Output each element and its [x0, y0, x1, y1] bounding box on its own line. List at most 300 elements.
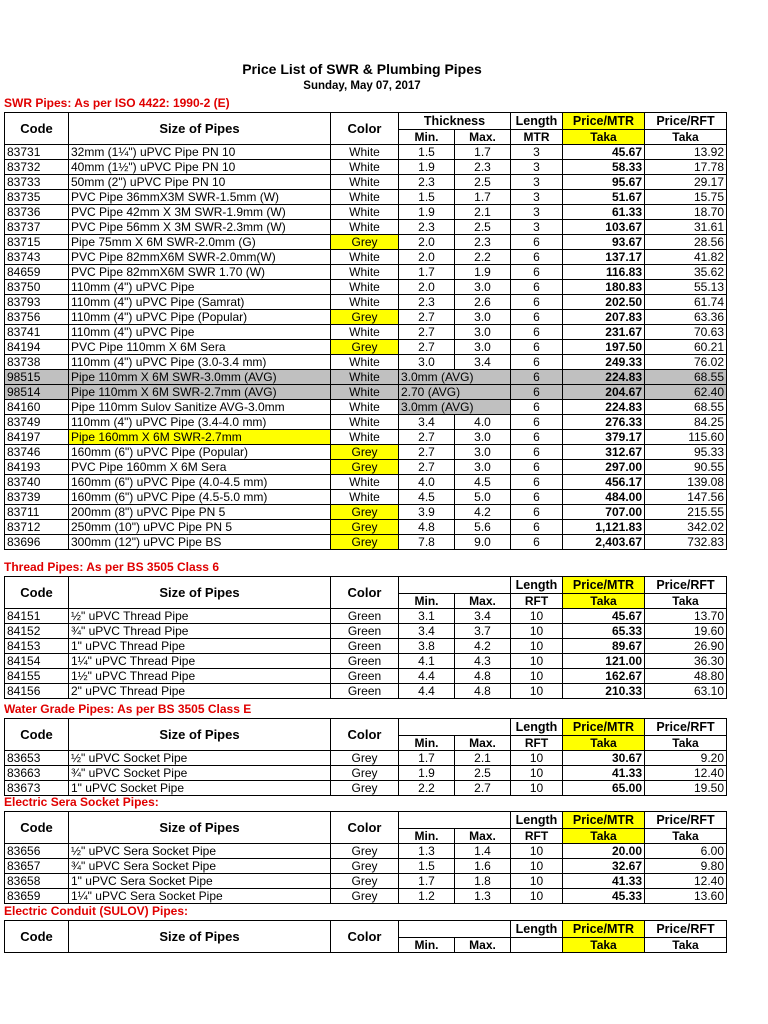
cell-max: 4.2 — [455, 505, 511, 520]
cell-max: 3.4 — [455, 355, 511, 370]
cell-color: Green — [331, 669, 399, 684]
table-row — [5, 310, 727, 325]
cell-length: 3 — [511, 220, 563, 235]
cell-price-mtr: 2,403.67 — [563, 535, 645, 550]
cell-size: Pipe 110mm Sulov Sanitize AVG-3.0mm — [69, 400, 331, 415]
cell-price-rft: 90.55 — [645, 460, 727, 475]
cell-color: Green — [331, 684, 399, 699]
cell-length: 10 — [511, 639, 563, 654]
cell-color: Grey — [331, 505, 399, 520]
cell-max: 3.0 — [455, 280, 511, 295]
cell-color: White — [331, 385, 399, 400]
table-row — [5, 415, 727, 430]
cell-length: 10 — [511, 609, 563, 624]
cell-length: 6 — [511, 370, 563, 385]
table-row — [5, 520, 727, 535]
cell-price-mtr: 65.33 — [563, 624, 645, 639]
cell-max: 1.4 — [455, 844, 511, 859]
header-color: Color — [331, 719, 399, 751]
cell-size: 1" uPVC Socket Pipe — [69, 781, 331, 796]
cell-color: Grey — [331, 889, 399, 904]
cell-max: 1.8 — [455, 874, 511, 889]
cell-color: Grey — [331, 520, 399, 535]
cell-price-mtr: 197.50 — [563, 340, 645, 355]
cell-price-rft: 62.40 — [645, 385, 727, 400]
cell-min: 2.7 — [399, 340, 455, 355]
cell-size: 250mm (10") uPVC Pipe PN 5 — [69, 520, 331, 535]
cell-max: 2.1 — [455, 205, 511, 220]
cell-size: 110mm (4") uPVC Pipe — [69, 325, 331, 340]
cell-max: 1.3 — [455, 889, 511, 904]
header-color: Color — [331, 812, 399, 844]
header-length: Length — [511, 113, 563, 130]
cell-min: 3.9 — [399, 505, 455, 520]
cell-price-rft: 12.40 — [645, 874, 727, 889]
cell-max: 3.0 — [455, 340, 511, 355]
cell-length: 3 — [511, 190, 563, 205]
cell-price-rft: 342.02 — [645, 520, 727, 535]
cell-max: 2.7 — [455, 781, 511, 796]
cell-color: Grey — [331, 766, 399, 781]
header-price-mtr: Price/MTR — [563, 577, 645, 594]
cell-color: White — [331, 490, 399, 505]
cell-code: 83741 — [5, 325, 69, 340]
cell-color: White — [331, 265, 399, 280]
cell-price-rft: 31.61 — [645, 220, 727, 235]
cell-color: Grey — [331, 859, 399, 874]
cell-min: 1.9 — [399, 205, 455, 220]
cell-price-mtr: 45.33 — [563, 889, 645, 904]
price-table — [4, 811, 727, 904]
cell-thickness-avg: 2.70 (AVG) — [399, 385, 511, 400]
cell-min: 2.7 — [399, 460, 455, 475]
header-code: Code — [5, 113, 69, 145]
table-row — [5, 654, 727, 669]
cell-length: 6 — [511, 250, 563, 265]
cell-price-mtr: 1,121.83 — [563, 520, 645, 535]
cell-size: 1" uPVC Sera Socket Pipe — [69, 874, 331, 889]
cell-length: 10 — [511, 624, 563, 639]
cell-color: White — [331, 220, 399, 235]
table-row — [5, 190, 727, 205]
cell-color: Grey — [331, 844, 399, 859]
cell-max: 4.8 — [455, 669, 511, 684]
cell-max: 5.6 — [455, 520, 511, 535]
cell-size: Pipe 160mm X 6M SWR-2.7mm — [69, 430, 331, 445]
cell-color: White — [331, 355, 399, 370]
cell-price-mtr: 276.33 — [563, 415, 645, 430]
cell-price-rft: 48.80 — [645, 669, 727, 684]
cell-price-rft: 12.40 — [645, 766, 727, 781]
cell-max: 3.4 — [455, 609, 511, 624]
cell-max: 4.2 — [455, 639, 511, 654]
cell-length: 6 — [511, 235, 563, 250]
cell-code: 83656 — [5, 844, 69, 859]
cell-code: 98515 — [5, 370, 69, 385]
cell-color: White — [331, 175, 399, 190]
cell-code: 83663 — [5, 766, 69, 781]
cell-length: 6 — [511, 490, 563, 505]
header-min: Min. — [399, 130, 455, 145]
cell-color: White — [331, 295, 399, 310]
cell-price-mtr: 484.00 — [563, 490, 645, 505]
header-max: Max. — [455, 938, 511, 953]
cell-length: 3 — [511, 160, 563, 175]
cell-code: 83746 — [5, 445, 69, 460]
cell-length: 6 — [511, 505, 563, 520]
header-min: Min. — [399, 736, 455, 751]
cell-max: 3.0 — [455, 310, 511, 325]
cell-price-rft: 63.10 — [645, 684, 727, 699]
cell-price-mtr: 20.00 — [563, 844, 645, 859]
cell-min: 3.8 — [399, 639, 455, 654]
cell-size: 1¼" uPVC Thread Pipe — [69, 654, 331, 669]
table-row — [5, 430, 727, 445]
cell-code: 98514 — [5, 385, 69, 400]
table-row — [5, 475, 727, 490]
table-row — [5, 355, 727, 370]
cell-price-rft: 15.75 — [645, 190, 727, 205]
header-taka-rft: Taka — [645, 736, 727, 751]
cell-code: 83756 — [5, 310, 69, 325]
header-length: Length — [511, 577, 563, 594]
header-max: Max. — [455, 736, 511, 751]
header-size: Size of Pipes — [69, 719, 331, 751]
cell-size: ½" uPVC Thread Pipe — [69, 609, 331, 624]
header-size: Size of Pipes — [69, 577, 331, 609]
header-min: Min. — [399, 829, 455, 844]
cell-code: 83739 — [5, 490, 69, 505]
cell-code: 83749 — [5, 415, 69, 430]
cell-color: White — [331, 430, 399, 445]
cell-color: Grey — [331, 460, 399, 475]
cell-min: 2.2 — [399, 781, 455, 796]
cell-price-mtr: 41.33 — [563, 874, 645, 889]
cell-length: 10 — [511, 859, 563, 874]
table-row — [5, 385, 727, 400]
cell-price-mtr: 93.67 — [563, 235, 645, 250]
header-price-rft: Price/RFT — [645, 921, 727, 938]
cell-price-mtr: 210.33 — [563, 684, 645, 699]
cell-code: 83711 — [5, 505, 69, 520]
header-size: Size of Pipes — [69, 812, 331, 844]
cell-min: 3.0 — [399, 355, 455, 370]
cell-max: 2.1 — [455, 751, 511, 766]
cell-min: 1.7 — [399, 265, 455, 280]
table-row — [5, 505, 727, 520]
cell-size: 160mm (6") uPVC Pipe (Popular) — [69, 445, 331, 460]
header-price-rft: Price/RFT — [645, 577, 727, 594]
cell-thickness-avg: 3.0mm (AVG) — [399, 400, 511, 415]
cell-price-mtr: 162.67 — [563, 669, 645, 684]
cell-price-rft: 19.60 — [645, 624, 727, 639]
cell-size: Pipe 75mm X 6M SWR-2.0mm (G) — [69, 235, 331, 250]
cell-code: 83736 — [5, 205, 69, 220]
cell-size: PVC Pipe 56mm X 3M SWR-2.3mm (W) — [69, 220, 331, 235]
cell-min: 1.7 — [399, 874, 455, 889]
price-table — [4, 920, 727, 953]
cell-max: 3.7 — [455, 624, 511, 639]
table-row — [5, 609, 727, 624]
cell-price-mtr: 41.33 — [563, 766, 645, 781]
header-price-rft: Price/RFT — [645, 812, 727, 829]
cell-size: 50mm (2") uPVC Pipe PN 10 — [69, 175, 331, 190]
cell-size: ¾" uPVC Sera Socket Pipe — [69, 859, 331, 874]
cell-max: 2.3 — [455, 160, 511, 175]
cell-max: 4.5 — [455, 475, 511, 490]
cell-min: 2.3 — [399, 295, 455, 310]
cell-max: 4.3 — [455, 654, 511, 669]
cell-price-rft: 35.62 — [645, 265, 727, 280]
cell-code: 84151 — [5, 609, 69, 624]
cell-max: 3.0 — [455, 460, 511, 475]
header-price-mtr: Price/MTR — [563, 719, 645, 736]
header-thickness-blank — [399, 921, 511, 938]
cell-price-rft: 60.21 — [645, 340, 727, 355]
cell-price-rft: 13.92 — [645, 145, 727, 160]
cell-length: 6 — [511, 310, 563, 325]
cell-min: 1.5 — [399, 145, 455, 160]
cell-code: 83740 — [5, 475, 69, 490]
cell-price-mtr: 224.83 — [563, 400, 645, 415]
cell-min: 3.4 — [399, 624, 455, 639]
table-row — [5, 400, 727, 415]
cell-code: 83658 — [5, 874, 69, 889]
table-row — [5, 205, 727, 220]
cell-size: 40mm (1½") uPVC Pipe PN 10 — [69, 160, 331, 175]
cell-code: 84153 — [5, 639, 69, 654]
cell-price-rft: 41.82 — [645, 250, 727, 265]
cell-length: 6 — [511, 325, 563, 340]
header-min: Min. — [399, 938, 455, 953]
cell-size: PVC Pipe 42mm X 3M SWR-1.9mm (W) — [69, 205, 331, 220]
cell-color: Green — [331, 609, 399, 624]
cell-max: 5.0 — [455, 490, 511, 505]
header-max: Max. — [455, 130, 511, 145]
header-price-rft: Price/RFT — [645, 719, 727, 736]
cell-price-rft: 115.60 — [645, 430, 727, 445]
header-thickness-blank — [399, 719, 511, 736]
cell-max: 3.0 — [455, 445, 511, 460]
cell-price-mtr: 456.17 — [563, 475, 645, 490]
header-taka-rft: Taka — [645, 130, 727, 145]
cell-length: 6 — [511, 430, 563, 445]
cell-max: 1.9 — [455, 265, 511, 280]
cell-min: 3.1 — [399, 609, 455, 624]
header-taka-mtr: Taka — [563, 130, 645, 145]
cell-length: 3 — [511, 205, 563, 220]
cell-price-mtr: 89.67 — [563, 639, 645, 654]
cell-price-rft: 17.78 — [645, 160, 727, 175]
cell-price-rft: 29.17 — [645, 175, 727, 190]
cell-price-rft: 9.20 — [645, 751, 727, 766]
cell-price-mtr: 30.67 — [563, 751, 645, 766]
table-row — [5, 669, 727, 684]
table-row — [5, 445, 727, 460]
cell-size: 160mm (6") uPVC Pipe (4.5-5.0 mm) — [69, 490, 331, 505]
header-size: Size of Pipes — [69, 113, 331, 145]
cell-code: 83659 — [5, 889, 69, 904]
cell-size: PVC Pipe 160mm X 6M Sera — [69, 460, 331, 475]
cell-color: Grey — [331, 535, 399, 550]
cell-min: 1.5 — [399, 859, 455, 874]
cell-price-rft: 95.33 — [645, 445, 727, 460]
cell-price-rft: 68.55 — [645, 370, 727, 385]
header-color: Color — [331, 577, 399, 609]
cell-size: 200mm (8") uPVC Pipe PN 5 — [69, 505, 331, 520]
table-row — [5, 325, 727, 340]
cell-price-mtr: 45.67 — [563, 145, 645, 160]
cell-min: 1.3 — [399, 844, 455, 859]
header-min: Min. — [399, 594, 455, 609]
cell-length: 6 — [511, 265, 563, 280]
cell-code: 84152 — [5, 624, 69, 639]
cell-length: 10 — [511, 684, 563, 699]
cell-color: White — [331, 190, 399, 205]
table-row — [5, 295, 727, 310]
cell-size: 1" uPVC Thread Pipe — [69, 639, 331, 654]
table-row — [5, 145, 727, 160]
cell-min: 2.3 — [399, 220, 455, 235]
cell-max: 3.0 — [455, 325, 511, 340]
cell-size: ¾" uPVC Thread Pipe — [69, 624, 331, 639]
cell-min: 1.9 — [399, 160, 455, 175]
cell-price-mtr: 58.33 — [563, 160, 645, 175]
cell-color: White — [331, 205, 399, 220]
header-length-unit: RFT — [511, 829, 563, 844]
header-price-mtr: Price/MTR — [563, 113, 645, 130]
cell-size: 32mm (1¼") uPVC Pipe PN 10 — [69, 145, 331, 160]
header-max: Max. — [455, 594, 511, 609]
header-length-unit: MTR — [511, 130, 563, 145]
cell-max: 1.6 — [455, 859, 511, 874]
cell-price-rft: 63.36 — [645, 310, 727, 325]
cell-size: 110mm (4") uPVC Pipe (Samrat) — [69, 295, 331, 310]
cell-max: 2.3 — [455, 235, 511, 250]
cell-code: 83743 — [5, 250, 69, 265]
table-row — [5, 340, 727, 355]
cell-max: 3.0 — [455, 430, 511, 445]
cell-code: 83732 — [5, 160, 69, 175]
table-row — [5, 751, 727, 766]
cell-code: 83673 — [5, 781, 69, 796]
cell-size: ¾" uPVC Socket Pipe — [69, 766, 331, 781]
cell-length: 6 — [511, 535, 563, 550]
table-row — [5, 235, 727, 250]
header-price-rft: Price/RFT — [645, 113, 727, 130]
cell-code: 83731 — [5, 145, 69, 160]
cell-color: Grey — [331, 340, 399, 355]
cell-price-rft: 70.63 — [645, 325, 727, 340]
header-price-mtr: Price/MTR — [563, 921, 645, 938]
cell-length: 6 — [511, 520, 563, 535]
cell-size: ½" uPVC Sera Socket Pipe — [69, 844, 331, 859]
cell-min: 1.5 — [399, 190, 455, 205]
cell-color: White — [331, 370, 399, 385]
header-color: Color — [331, 113, 399, 145]
header-price-mtr: Price/MTR — [563, 812, 645, 829]
table-row — [5, 370, 727, 385]
header-length-unit — [511, 938, 563, 953]
cell-min: 2.7 — [399, 430, 455, 445]
cell-min: 4.1 — [399, 654, 455, 669]
cell-price-mtr: 180.83 — [563, 280, 645, 295]
cell-price-rft: 732.83 — [645, 535, 727, 550]
cell-size: Pipe 110mm X 6M SWR-2.7mm (AVG) — [69, 385, 331, 400]
cell-price-mtr: 249.33 — [563, 355, 645, 370]
cell-price-mtr: 231.67 — [563, 325, 645, 340]
table-row — [5, 535, 727, 550]
table-row — [5, 220, 727, 235]
cell-length: 10 — [511, 751, 563, 766]
cell-price-mtr: 116.83 — [563, 265, 645, 280]
cell-code: 83793 — [5, 295, 69, 310]
cell-code: 84194 — [5, 340, 69, 355]
section-label: Thread Pipes: As per BS 3505 Class 6 — [4, 560, 219, 574]
cell-color: Grey — [331, 751, 399, 766]
cell-size: 2" uPVC Thread Pipe — [69, 684, 331, 699]
cell-code: 84156 — [5, 684, 69, 699]
table-row — [5, 684, 727, 699]
cell-color: Green — [331, 654, 399, 669]
cell-length: 6 — [511, 415, 563, 430]
cell-code: 83737 — [5, 220, 69, 235]
table-row — [5, 490, 727, 505]
cell-length: 6 — [511, 280, 563, 295]
header-taka-rft: Taka — [645, 594, 727, 609]
cell-min: 3.4 — [399, 415, 455, 430]
table-row — [5, 460, 727, 475]
cell-min: 4.0 — [399, 475, 455, 490]
cell-size: 300mm (12") uPVC Pipe BS — [69, 535, 331, 550]
cell-price-rft: 139.08 — [645, 475, 727, 490]
cell-price-rft: 19.50 — [645, 781, 727, 796]
cell-max: 2.5 — [455, 175, 511, 190]
cell-price-mtr: 51.67 — [563, 190, 645, 205]
cell-size: PVC Pipe 82mmX6M SWR-2.0mm(W) — [69, 250, 331, 265]
cell-price-rft: 215.55 — [645, 505, 727, 520]
cell-color: White — [331, 145, 399, 160]
cell-color: Green — [331, 639, 399, 654]
cell-code: 84659 — [5, 265, 69, 280]
cell-size: 110mm (4") uPVC Pipe (3.4-4.0 mm) — [69, 415, 331, 430]
cell-length: 3 — [511, 145, 563, 160]
cell-color: White — [331, 415, 399, 430]
cell-min: 2.7 — [399, 325, 455, 340]
cell-length: 10 — [511, 654, 563, 669]
cell-price-mtr: 103.67 — [563, 220, 645, 235]
cell-price-mtr: 65.00 — [563, 781, 645, 796]
header-code: Code — [5, 719, 69, 751]
cell-length: 10 — [511, 889, 563, 904]
cell-code: 84160 — [5, 400, 69, 415]
table-row — [5, 175, 727, 190]
cell-price-mtr: 707.00 — [563, 505, 645, 520]
cell-min: 4.8 — [399, 520, 455, 535]
header-code: Code — [5, 921, 69, 953]
cell-color: Grey — [331, 781, 399, 796]
cell-code: 83733 — [5, 175, 69, 190]
cell-price-mtr: 121.00 — [563, 654, 645, 669]
header-taka-mtr: Taka — [563, 736, 645, 751]
cell-code: 83657 — [5, 859, 69, 874]
cell-max: 1.7 — [455, 190, 511, 205]
cell-max: 1.7 — [455, 145, 511, 160]
table-row — [5, 874, 727, 889]
cell-size: ½" uPVC Socket Pipe — [69, 751, 331, 766]
cell-thickness-avg: 3.0mm (AVG) — [399, 370, 511, 385]
cell-size: 110mm (4") uPVC Pipe (Popular) — [69, 310, 331, 325]
